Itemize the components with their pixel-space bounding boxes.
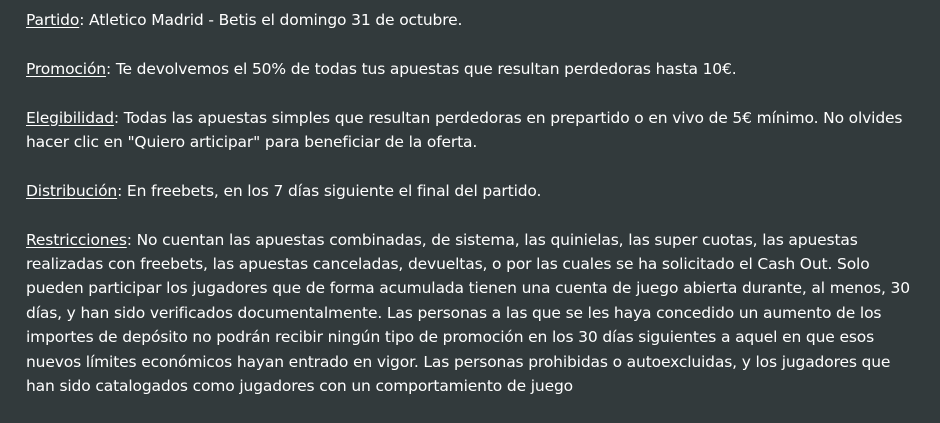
section-term: Distribución [26,181,118,200]
section-elegibilidad [26,106,916,155]
section-restricciones [26,228,916,399]
section-text: : No cuentan las apuestas combinadas, de sistema, las quinielas, las super cuotas, las apuestas realizadas con freebets, las apuestas canceladas, devueltas, o por las cuales se ha solicitado el Cash Out. Solo pueden participar los jugadores que de forma acumulada tienen una cuenta de juego abierta durante, al menos, 30 días, y han sido verificados documentalmente. Las personas a las que se les haya concedido un aumento de los importes de depósito no podrán recibir ningún tipo de promoción en los 30 días siguientes a aquel en que esos nuevos límites económicos hayan entrado en vigor. Las personas prohibidas o autoexcluidas, y los jugadores que han sido catalogados como jugadores con un comportamiento de juego [26,230,910,396]
section-text: : Atletico Madrid - Betis el domingo 31 de octubre. [79,11,463,29]
section-text: : Todas las apuestas simples que resultan perdedoras en prepartido o en vivo de 5€ mínimo. No olvides hacer clic en "Quiero articipar" para beneficiar de la oferta. [26,108,903,151]
section-promocion [26,57,916,81]
section-term: Promoción [26,59,106,78]
section-text: : En freebets, en los 7 días siguiente el final del partido. [117,181,542,200]
section-term: Restricciones [26,230,127,249]
section-partido [26,8,916,32]
section-text: : Te devolvemos el 50% de todas tus apuestas que resultan perdedoras hasta 10€. [105,59,737,78]
section-term: Elegibilidad [26,108,114,127]
section-term: Partido [26,11,80,29]
section-distribucion [26,179,916,203]
promotion-terms [26,8,916,423]
